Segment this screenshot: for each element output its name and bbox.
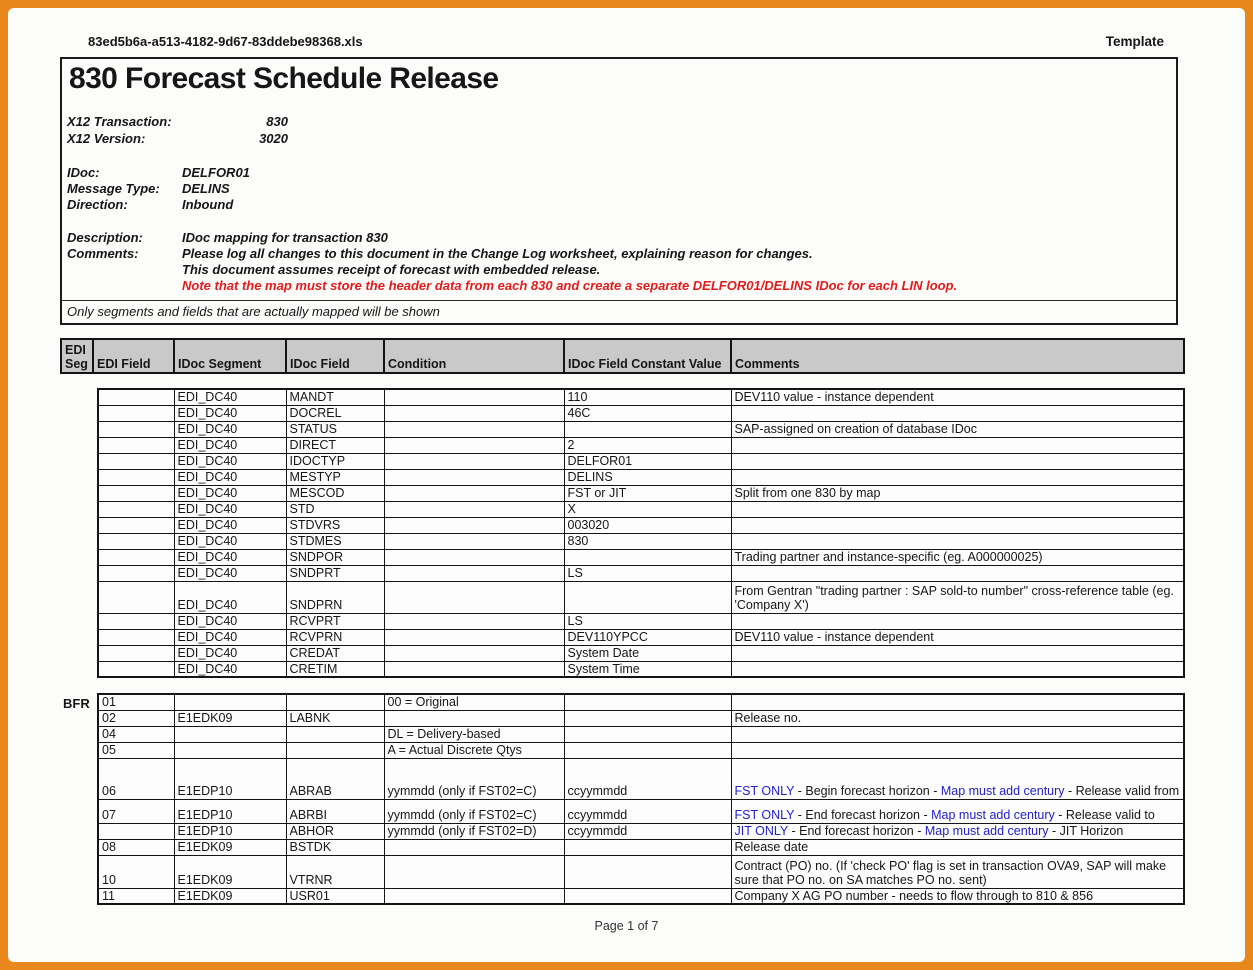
jit-only-flag: JIT ONLY xyxy=(734,824,788,838)
condition-cell xyxy=(384,565,564,581)
meta-label: IDoc: xyxy=(67,165,100,180)
constant-value-cell: FST or JIT xyxy=(564,485,731,501)
idoc-field-cell: MESTYP xyxy=(286,469,384,485)
idoc-segment-cell: EDI_DC40 xyxy=(174,581,286,613)
box-divider xyxy=(62,300,1176,301)
red-note: Note that the map must store the header data from each 830 and create a separate DELFOR01/DELINS IDoc for each LIN loop. xyxy=(182,278,958,293)
idoc-field-cell: BSTDK xyxy=(286,839,384,855)
comment-text: - Begin forecast horizon - xyxy=(794,784,941,798)
meta-value: DELINS xyxy=(182,181,230,196)
constant-value-cell: ccyymmdd xyxy=(564,758,731,799)
idoc-field-cell: STDMES xyxy=(286,533,384,549)
table-row xyxy=(98,517,1184,533)
condition-cell xyxy=(384,453,564,469)
edi-field-cell xyxy=(98,645,174,661)
template-label: Template xyxy=(1105,34,1164,49)
table-row xyxy=(98,758,1184,799)
edi-field-cell: 04 xyxy=(98,726,174,742)
condition-cell xyxy=(384,421,564,437)
idoc-field-cell: ABHOR xyxy=(286,823,384,839)
meta-label: X12 Transaction: xyxy=(67,114,172,129)
idoc-field-cell: MANDT xyxy=(286,389,384,405)
fst-only-flag: FST ONLY xyxy=(734,784,795,798)
meta-row-x12-transaction xyxy=(67,114,288,130)
condition-cell xyxy=(384,855,564,888)
idoc-field-cell: USR01 xyxy=(286,888,384,904)
idoc-segment-cell: EDI_DC40 xyxy=(174,453,286,469)
table-row xyxy=(98,469,1184,485)
meta-row-comments xyxy=(67,246,813,262)
column-header-edi-field: EDI Field xyxy=(93,339,174,373)
comments-cell xyxy=(731,758,1184,799)
idoc-field-cell: RCVPRN xyxy=(286,629,384,645)
table-row xyxy=(98,839,1184,855)
idoc-field-cell: LABNK xyxy=(286,710,384,726)
table-row xyxy=(98,501,1184,517)
map-century-note: Map must add century xyxy=(924,824,1049,838)
meta-value: Inbound xyxy=(182,197,234,212)
condition-cell xyxy=(384,549,564,565)
comment-text: - Release valid to xyxy=(1054,808,1155,822)
segment-group-label-bfr: BFR xyxy=(63,696,90,711)
mapping-footnote: Only segments and fields that are actually mapped will be shown xyxy=(67,304,440,319)
table-row xyxy=(98,565,1184,581)
idoc-segment-cell: EDI_DC40 xyxy=(174,389,286,405)
comment-text: - Release valid from xyxy=(1064,784,1180,798)
edi-field-cell xyxy=(98,469,174,485)
table-row xyxy=(98,549,1184,565)
idoc-field-cell: MESCOD xyxy=(286,485,384,501)
comments-cell: SAP-assigned on creation of database IDoc xyxy=(731,421,1184,437)
meta-row-description xyxy=(67,230,388,246)
table-row xyxy=(98,629,1184,645)
comments-cell xyxy=(731,694,1184,710)
constant-value-cell: 830 xyxy=(564,533,731,549)
condition-cell xyxy=(384,405,564,421)
meta-value: 830 xyxy=(266,114,288,129)
idoc-field-cell: SNDPRN xyxy=(286,581,384,613)
idoc-field-cell xyxy=(286,694,384,710)
table-row xyxy=(98,485,1184,501)
edi-field-cell: 11 xyxy=(98,888,174,904)
edi-field-cell: 02 xyxy=(98,710,174,726)
constant-value-cell xyxy=(564,421,731,437)
comments-cell xyxy=(731,533,1184,549)
comments-cell xyxy=(731,823,1184,839)
condition-cell xyxy=(384,661,564,677)
meta-value: Please log all changes to this document in the Change Log worksheet, explaining reason for changes. xyxy=(182,246,813,261)
page-title: 830 Forecast Schedule Release xyxy=(69,62,499,95)
constant-value-cell xyxy=(564,855,731,888)
condition-cell: DL = Delivery-based xyxy=(384,726,564,742)
constant-value-cell: LS xyxy=(564,565,731,581)
map-century-note: Map must add century xyxy=(931,808,1055,822)
idoc-field-cell: STATUS xyxy=(286,421,384,437)
constant-value-cell xyxy=(564,726,731,742)
meta-row-message-type xyxy=(67,181,230,197)
condition-cell xyxy=(384,839,564,855)
idoc-segment-cell: EDI_DC40 xyxy=(174,533,286,549)
idoc-field-cell: RCVPRT xyxy=(286,613,384,629)
constant-value-cell xyxy=(564,710,731,726)
condition-cell xyxy=(384,389,564,405)
bfr-table xyxy=(97,693,1185,905)
table-row xyxy=(98,661,1184,677)
comments-cell xyxy=(731,565,1184,581)
idoc-segment-cell: E1EDP10 xyxy=(174,758,286,799)
idoc-segment-cell: E1EDP10 xyxy=(174,823,286,839)
idoc-field-cell: DIRECT xyxy=(286,437,384,453)
column-header-idoc-field: IDoc Field xyxy=(286,339,384,373)
idoc-segment-cell: EDI_DC40 xyxy=(174,421,286,437)
comments-cell xyxy=(731,645,1184,661)
table-row xyxy=(98,694,1184,710)
idoc-segment-cell: EDI_DC40 xyxy=(174,437,286,453)
idoc-segment-cell: E1EDK09 xyxy=(174,710,286,726)
condition-cell xyxy=(384,888,564,904)
idoc-segment-cell xyxy=(174,694,286,710)
meta-value: DELFOR01 xyxy=(182,165,250,180)
constant-value-cell: 2 xyxy=(564,437,731,453)
idoc-segment-cell: EDI_DC40 xyxy=(174,485,286,501)
mapping-table-header xyxy=(60,338,1185,374)
edi-field-cell xyxy=(98,485,174,501)
idoc-field-cell: SNDPOR xyxy=(286,549,384,565)
idoc-segment-cell: EDI_DC40 xyxy=(174,565,286,581)
column-header-condition: Condition xyxy=(384,339,564,373)
table-row xyxy=(98,823,1184,839)
comments-cell xyxy=(731,661,1184,677)
constant-value-cell: DELFOR01 xyxy=(564,453,731,469)
table-row xyxy=(98,613,1184,629)
table-row xyxy=(98,405,1184,421)
edi-field-cell xyxy=(98,629,174,645)
constant-value-cell: DEV110YPCC xyxy=(564,629,731,645)
edi-dc40-table xyxy=(97,388,1185,678)
idoc-field-cell: IDOCTYP xyxy=(286,453,384,469)
idoc-segment-cell: EDI_DC40 xyxy=(174,549,286,565)
comments-cell xyxy=(731,799,1184,823)
idoc-field-cell xyxy=(286,726,384,742)
idoc-field-cell: SNDPRT xyxy=(286,565,384,581)
comments-cell xyxy=(731,726,1184,742)
condition-cell xyxy=(384,533,564,549)
idoc-segment-cell xyxy=(174,742,286,758)
comments-cell: DEV110 value - instance dependent xyxy=(731,389,1184,405)
condition-cell xyxy=(384,645,564,661)
idoc-field-cell: ABRBI xyxy=(286,799,384,823)
condition-cell xyxy=(384,437,564,453)
comment-text: - End forecast horizon - xyxy=(794,808,932,822)
constant-value-cell: X xyxy=(564,501,731,517)
title-box xyxy=(60,57,1178,325)
condition-cell xyxy=(384,710,564,726)
idoc-segment-cell: E1EDK09 xyxy=(174,888,286,904)
edi-field-cell xyxy=(98,581,174,613)
column-header-comments: Comments xyxy=(731,339,1184,373)
meta-value: 3020 xyxy=(259,131,288,146)
comments-cell xyxy=(731,742,1184,758)
table-row xyxy=(98,389,1184,405)
column-header-constant-value: IDoc Field Constant Value xyxy=(564,339,731,373)
comments-cell: Split from one 830 by map xyxy=(731,485,1184,501)
fst-only-flag: FST ONLY xyxy=(734,808,795,822)
edi-field-cell xyxy=(98,501,174,517)
condition-cell xyxy=(384,485,564,501)
edi-field-cell xyxy=(98,517,174,533)
table-row xyxy=(98,453,1184,469)
constant-value-cell: ccyymmdd xyxy=(564,823,731,839)
idoc-field-cell: CREDAT xyxy=(286,645,384,661)
edi-field-cell xyxy=(98,389,174,405)
constant-value-cell: 110 xyxy=(564,389,731,405)
constant-value-cell: 003020 xyxy=(564,517,731,533)
page-number: Page 1 of 7 xyxy=(594,919,659,933)
condition-cell: yymmdd (only if FST02=C) xyxy=(384,799,564,823)
idoc-segment-cell: EDI_DC40 xyxy=(174,645,286,661)
edi-field-cell xyxy=(98,823,174,839)
edi-field-cell xyxy=(98,661,174,677)
comments-cell: Release no. xyxy=(731,710,1184,726)
edi-field-cell: 07 xyxy=(98,799,174,823)
meta-row-x12-version xyxy=(67,131,288,147)
comments-cell xyxy=(731,405,1184,421)
condition-cell: yymmdd (only if FST02=C) xyxy=(384,758,564,799)
constant-value-cell xyxy=(564,694,731,710)
condition-cell xyxy=(384,517,564,533)
table-row xyxy=(98,855,1184,888)
comments-cell: From Gentran "trading partner : SAP sold-to number" cross-reference table (eg. 'Company X') xyxy=(731,581,1184,613)
idoc-segment-cell: EDI_DC40 xyxy=(174,629,286,645)
idoc-segment-cell: EDI_DC40 xyxy=(174,501,286,517)
comments-cell: DEV110 value - instance dependent xyxy=(731,629,1184,645)
table-row xyxy=(98,421,1184,437)
edi-field-cell: 08 xyxy=(98,839,174,855)
comments-cell: Contract (PO) no. (If 'check PO' flag is set in transaction OVA9, SAP will make sure that PO no. on SA matches PO no. sent) xyxy=(731,855,1184,888)
table-row xyxy=(98,742,1184,758)
edi-field-cell xyxy=(98,437,174,453)
idoc-field-cell xyxy=(286,742,384,758)
table-row xyxy=(98,888,1184,904)
edi-field-cell: 01 xyxy=(98,694,174,710)
constant-value-cell xyxy=(564,839,731,855)
comments-cell: Release date xyxy=(731,839,1184,855)
constant-value-cell xyxy=(564,742,731,758)
comments-cell xyxy=(731,517,1184,533)
idoc-segment-cell: EDI_DC40 xyxy=(174,613,286,629)
idoc-segment-cell: EDI_DC40 xyxy=(174,517,286,533)
constant-value-cell: System Date xyxy=(564,645,731,661)
constant-value-cell: 46C xyxy=(564,405,731,421)
condition-cell: A = Actual Discrete Qtys xyxy=(384,742,564,758)
header-row xyxy=(61,339,1184,373)
column-header-idoc-segment: IDoc Segment xyxy=(174,339,286,373)
constant-value-cell xyxy=(564,581,731,613)
comments-cell xyxy=(731,453,1184,469)
edi-field-cell xyxy=(98,405,174,421)
meta-label: X12 Version: xyxy=(67,131,146,146)
comments-cell: Trading partner and instance-specific (eg. A000000025) xyxy=(731,549,1184,565)
comment-text: - End forecast horizon - xyxy=(788,824,925,838)
table-row xyxy=(98,710,1184,726)
idoc-segment-cell: E1EDK09 xyxy=(174,855,286,888)
comments-cell xyxy=(731,437,1184,453)
table-row xyxy=(98,799,1184,823)
comments-line-2: This document assumes receipt of forecast with embedded release. xyxy=(182,262,601,277)
edi-field-cell xyxy=(98,549,174,565)
meta-row-idoc xyxy=(67,165,250,181)
edi-field-cell xyxy=(98,533,174,549)
file-name: 83ed5b6a-a513-4182-9d67-83ddebe98368.xls xyxy=(88,34,363,49)
map-century-note: Map must add century xyxy=(940,784,1065,798)
constant-value-cell: DELINS xyxy=(564,469,731,485)
constant-value-cell xyxy=(564,888,731,904)
edi-field-cell xyxy=(98,565,174,581)
comments-cell xyxy=(731,613,1184,629)
idoc-segment-cell: E1EDK09 xyxy=(174,839,286,855)
edi-field-cell xyxy=(98,421,174,437)
idoc-field-cell: VTRNR xyxy=(286,855,384,888)
condition-cell: yymmdd (only if FST02=D) xyxy=(384,823,564,839)
edi-field-cell xyxy=(98,453,174,469)
constant-value-cell: System Time xyxy=(564,661,731,677)
table-row xyxy=(98,533,1184,549)
edi-field-cell: 05 xyxy=(98,742,174,758)
edi-field-cell: 10 xyxy=(98,855,174,888)
table-row xyxy=(98,726,1184,742)
comments-cell: Company X AG PO number - needs to flow through to 810 & 856 xyxy=(731,888,1184,904)
spreadsheet-page xyxy=(8,8,1245,962)
comments-cell xyxy=(731,469,1184,485)
condition-cell: 00 = Original xyxy=(384,694,564,710)
meta-label: Direction: xyxy=(67,197,128,212)
idoc-segment-cell: EDI_DC40 xyxy=(174,405,286,421)
condition-cell xyxy=(384,629,564,645)
constant-value-cell: LS xyxy=(564,613,731,629)
condition-cell xyxy=(384,469,564,485)
table-row xyxy=(98,437,1184,453)
table-row xyxy=(98,645,1184,661)
idoc-field-cell: ABRAB xyxy=(286,758,384,799)
idoc-segment-cell: EDI_DC40 xyxy=(174,469,286,485)
condition-cell xyxy=(384,613,564,629)
idoc-field-cell: DOCREL xyxy=(286,405,384,421)
comments-cell xyxy=(731,501,1184,517)
edi-field-cell xyxy=(98,613,174,629)
idoc-segment-cell: E1EDP10 xyxy=(174,799,286,823)
comment-text: - JIT Horizon xyxy=(1048,824,1124,838)
idoc-field-cell: STD xyxy=(286,501,384,517)
meta-label: Message Type: xyxy=(67,181,160,196)
condition-cell xyxy=(384,581,564,613)
condition-cell xyxy=(384,501,564,517)
edi-field-cell: 06 xyxy=(98,758,174,799)
meta-value: IDoc mapping for transaction 830 xyxy=(182,230,388,245)
constant-value-cell xyxy=(564,549,731,565)
idoc-segment-cell: EDI_DC40 xyxy=(174,661,286,677)
idoc-segment-cell xyxy=(174,726,286,742)
table-row xyxy=(98,581,1184,613)
constant-value-cell: ccyymmdd xyxy=(564,799,731,823)
column-header-edi-seg: EDI Seg xyxy=(61,339,93,373)
meta-label: Comments: xyxy=(67,246,139,261)
meta-label: Description: xyxy=(67,230,143,245)
idoc-field-cell: CRETIM xyxy=(286,661,384,677)
idoc-field-cell: STDVRS xyxy=(286,517,384,533)
meta-row-direction xyxy=(67,197,233,213)
